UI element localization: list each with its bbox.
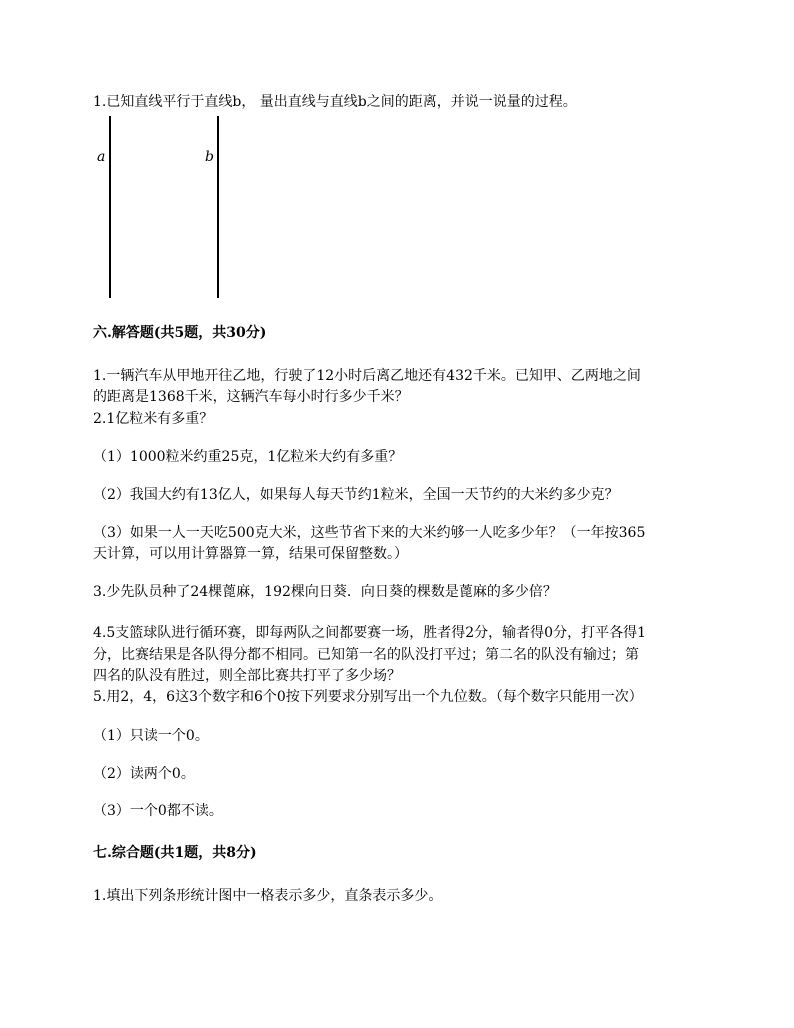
s6-q2-sub2: （2）我国大约有13亿人，如果每人每天节约1粒米，全国一天节约的大米约多少克？ xyxy=(93,487,619,503)
s6-q5-sub3: （3）一个0都不读。 xyxy=(93,803,223,819)
s6-q2-title: 2.1亿粒米有多重？ xyxy=(93,411,214,427)
section-7-heading: 七.综合题(共1题，共8分) xyxy=(93,845,257,861)
s6-q5-sub1: （1）只读一个0。 xyxy=(93,728,209,744)
line-a-label: a xyxy=(97,149,106,165)
s6-q2-sub3-line1: （3）如果一人一天吃500克大米，这些节省下来的大米约够一人吃多少年？（一年按365 xyxy=(93,525,646,541)
question-parallel-lines: 1.已知直线平行于直线b， 量出直线与直线b之间的距离，并说一说量的过程。 xyxy=(93,94,577,110)
s6-q2-sub1: （1）1000粒米约重25克，1亿粒米大约有多重？ xyxy=(93,449,403,465)
s6-q5-sub2: （2）读两个0。 xyxy=(93,766,195,782)
s6-q5-title: 5.用2，4，6这3个数字和6个0按下列要求分别写出一个九位数。（每个数字只能用一次） xyxy=(93,689,643,705)
section-6-heading: 六.解答题(共5题，共30分) xyxy=(93,325,267,341)
s6-q4-line3: 四名的队没有胜过，则全部比赛共打平了多少场？ xyxy=(93,668,401,684)
line-b-label: b xyxy=(205,149,214,165)
s6-q4-line1: 4.5支篮球队进行循环赛，即每两队之间都要赛一场，胜者得2分，输者得0分，打平各得1 xyxy=(93,625,646,641)
line-a xyxy=(109,116,111,298)
s7-q1: 1.填出下列条形统计图中一格表示多少，直条表示多少。 xyxy=(93,888,443,904)
s6-q1-line2: 的距离是1368千米，这辆汽车每小时行多少千米？ xyxy=(93,389,409,405)
s6-q1-line1: 1.一辆汽车从甲地开往乙地，行驶了12小时后离乙地还有432千米。已知甲、乙两地之间 xyxy=(93,368,641,384)
s6-q2-sub3-line2: 天计算，可以用计算器算一算，结果可保留整数。） xyxy=(93,546,408,562)
line-b xyxy=(217,116,219,298)
parallel-lines-diagram xyxy=(90,112,250,302)
s6-q4-line2: 分，比赛结果是各队得分都不相同。已知第一名的队没打平过；第二名的队没有输过；第 xyxy=(93,647,639,663)
s6-q3: 3.少先队员种了24棵蓖麻，192棵向日葵．向日葵的棵数是蓖麻的多少倍？ xyxy=(93,584,557,600)
